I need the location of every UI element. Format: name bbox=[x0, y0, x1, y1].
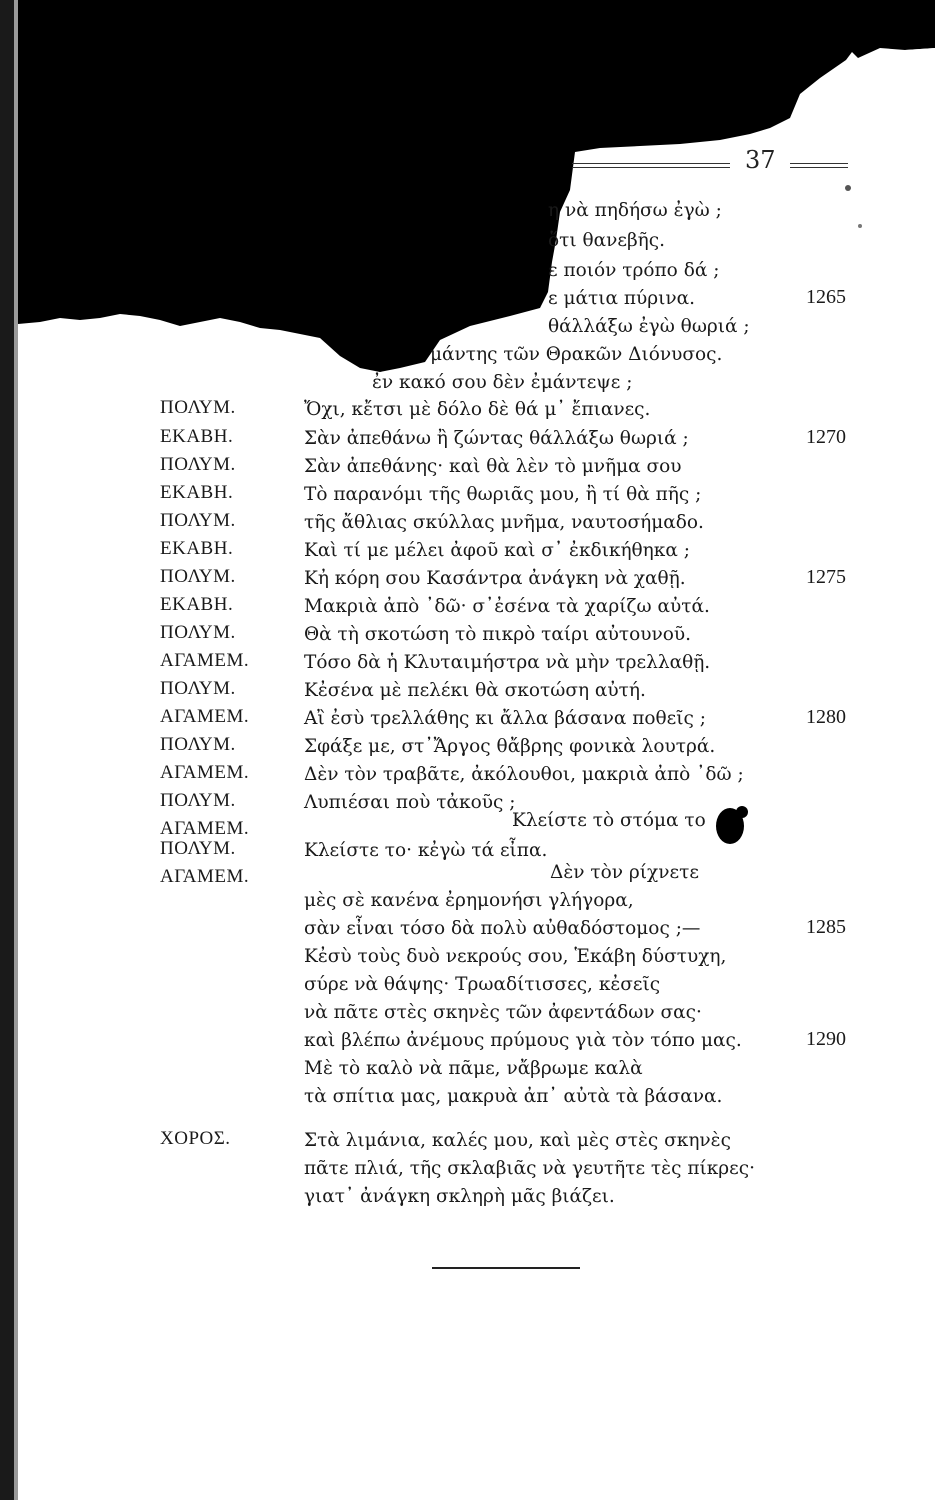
verse-line: Θὰ τὴ σκοτώση τὸ πικρὸ ταίρι αὐτουνοῦ. bbox=[304, 624, 691, 645]
header-rule-left bbox=[572, 163, 730, 164]
verse-line: Δὲν τὸν ρίχνετε bbox=[550, 862, 699, 883]
speaker-label: ΠΟΛΥΜ. bbox=[160, 622, 236, 643]
verse-line: νὰ πᾶτε στὲς σκηνὲς τῶν ἀφεντάδων σας· bbox=[304, 1002, 702, 1023]
speaker-label: ΠΟΛΥΜ. bbox=[160, 790, 236, 811]
speaker-label: ΠΟΛΥΜ. bbox=[160, 510, 236, 531]
verse-line: τῆς ἄθλιας σκύλλας μνῆμα, ναυτοσήμαδο. bbox=[304, 512, 704, 533]
header-rule-left-2 bbox=[572, 167, 730, 168]
speaker-label: ΕΚΑΒΗ. bbox=[160, 482, 234, 503]
speaker-label: ΑΓΑΜΕΜ. bbox=[160, 706, 250, 727]
verse-line: σύρε νὰ θάψης· Τρωαδίτισσες, κἐσεῖς bbox=[304, 974, 661, 995]
verse-line: Σὰν ἀπεθάνης· καὶ θὰ λὲν τὸ μνῆμα σου bbox=[304, 456, 682, 477]
verse-line: Ὄχι, κἔτσι μὲ δόλο δὲ θά μ᾽ ἔπιανες. bbox=[304, 399, 651, 420]
verse-line: ε μάτια πύρινα. bbox=[548, 288, 695, 309]
verse-line: τὰ σπίτια μας, μακρυὰ ἀπ᾽ αὐτὰ τὰ βάσανα. bbox=[304, 1086, 723, 1107]
verse-line: Δὲν τὸν τραβᾶτε, ἀκόλουθοι, μακριὰ ἀπὸ ᾽δῶ ; bbox=[304, 764, 744, 785]
verse-line: σὰν εἶναι τόσο δὰ πολὺ αὐθαδόστομος ;— bbox=[304, 918, 701, 939]
page-number: 37 bbox=[745, 146, 776, 174]
verse-line: Κἐσὺ τοὺς δυὸ νεκρούς σου, Ἑκάβη δύστυχη, bbox=[304, 946, 727, 967]
speaker-label: ΠΟΛΥΜ. bbox=[160, 838, 236, 859]
verse-line: πᾶτε πλιά, τῆς σκλαβιᾶς νὰ γευτῆτε τὲς πίκρες· bbox=[304, 1158, 756, 1179]
verse-line: Κλείστε τὸ στόμα το bbox=[512, 810, 706, 831]
speaker-label: ΕΚΑΒΗ. bbox=[160, 538, 234, 559]
verse-line: Σφάξε με, στ᾽Ἄργος θἄβρης φονικὰ λουτρά. bbox=[304, 736, 716, 757]
verse-line: μὲς σὲ κανένα ἐρημονήσι γλήγορα, bbox=[304, 890, 634, 911]
verse-line: Κἐσένα μὲ πελέκι θὰ σκοτώση αὐτή. bbox=[304, 680, 646, 701]
speaker-label: ΑΓΑΜΕΜ. bbox=[160, 866, 250, 887]
speaker-label: ΑΓΑΜΕΜ. bbox=[160, 650, 250, 671]
end-rule bbox=[432, 1267, 580, 1269]
speaker-label: ΠΟΛΥΜ. bbox=[160, 678, 236, 699]
verse-line: Τόσο δὰ ἡ Κλυταιμήστρα νὰ μὴν τρελλαθῇ. bbox=[304, 652, 711, 673]
verse-line: ἐν κακό σου δὲν ἐμάντεψε ; bbox=[372, 372, 633, 393]
verse-line: Τὸ παρανόμι τῆς θωριᾶς μου, ἢ τί θὰ πῆς ; bbox=[304, 484, 702, 505]
line-number: 1280 bbox=[806, 706, 846, 728]
verse-line: η νὰ πηδήσω ἐγὼ ; bbox=[548, 200, 722, 221]
speaker-label: ΠΟΛΥΜ. bbox=[160, 397, 236, 418]
header-rule-right bbox=[790, 163, 848, 164]
verse-line: ὅτι θανεβῆς. bbox=[548, 230, 665, 251]
line-number: 1290 bbox=[806, 1028, 846, 1050]
verse-line: Κἠ κόρη σου Κασάντρα ἀνάγκη νὰ χαθῇ. bbox=[304, 568, 686, 589]
speaker-label: ΕΚΑΒΗ. bbox=[160, 594, 234, 615]
speaker-label: ΠΟΛΥΜ. bbox=[160, 566, 236, 587]
speaker-label: ΠΟΛΥΜ. bbox=[160, 734, 236, 755]
header-rule-right-2 bbox=[790, 167, 848, 168]
speaker-label: ΑΓΑΜΕΜ. bbox=[160, 762, 250, 783]
verse-line: καὶ βλέπω ἀνέμους πρύμους γιὰ τὸν τόπο μας. bbox=[304, 1030, 742, 1051]
verse-line: Στὰ λιμάνια, καλές μου, καὶ μὲς στὲς σκηνὲς bbox=[304, 1130, 731, 1151]
verse-line: ε ποιόν τρόπο δά ; bbox=[548, 260, 720, 281]
verse-line: Καὶ τί με μέλει ἀφοῦ καὶ σ᾽ ἐκδικήθηκα ; bbox=[304, 540, 690, 561]
verse-line: Κλείστε το· κἐγὼ τά εἶπα. bbox=[304, 840, 548, 861]
verse-line: Λυπιέσαι ποὺ τἀκοῦς ; bbox=[304, 792, 516, 813]
line-number: 1275 bbox=[806, 566, 846, 588]
line-number: 1270 bbox=[806, 426, 846, 448]
verse-line: Μὲ τὸ καλὸ νὰ πᾶμε, νἄβρωμε καλὰ bbox=[304, 1058, 643, 1079]
verse-line: γιατ᾽ ἀνάγκη σκληρὴ μᾶς βιάζει. bbox=[304, 1186, 615, 1207]
verse-line: μάντης τῶν Θρακῶν Διόνυσος. bbox=[430, 344, 723, 365]
verse-line: Μακριὰ ἀπὸ ᾽δῶ· σ᾽ἐσένα τὰ χαρίζω αὐτά. bbox=[304, 596, 710, 617]
line-number: 1285 bbox=[806, 916, 846, 938]
verse-line: Σὰν ἀπεθάνω ἢ ζώντας θάλλάξω θωριά ; bbox=[304, 428, 689, 449]
speaker-label: ΕΚΑΒΗ. bbox=[160, 426, 234, 447]
verse-line: Αἲ ἐσὺ τρελλάθης κι ἄλλα βάσανα ποθεῖς ; bbox=[304, 708, 706, 729]
verse-line: θάλλάξω ἐγὼ θωριά ; bbox=[548, 316, 750, 337]
speaker-label: ΧΟΡΟΣ. bbox=[160, 1128, 231, 1149]
line-number: 1265 bbox=[806, 286, 846, 308]
speaker-label: ΠΟΛΥΜ. bbox=[160, 454, 236, 475]
speaker-label: ΑΓΑΜΕΜ. bbox=[160, 818, 250, 839]
